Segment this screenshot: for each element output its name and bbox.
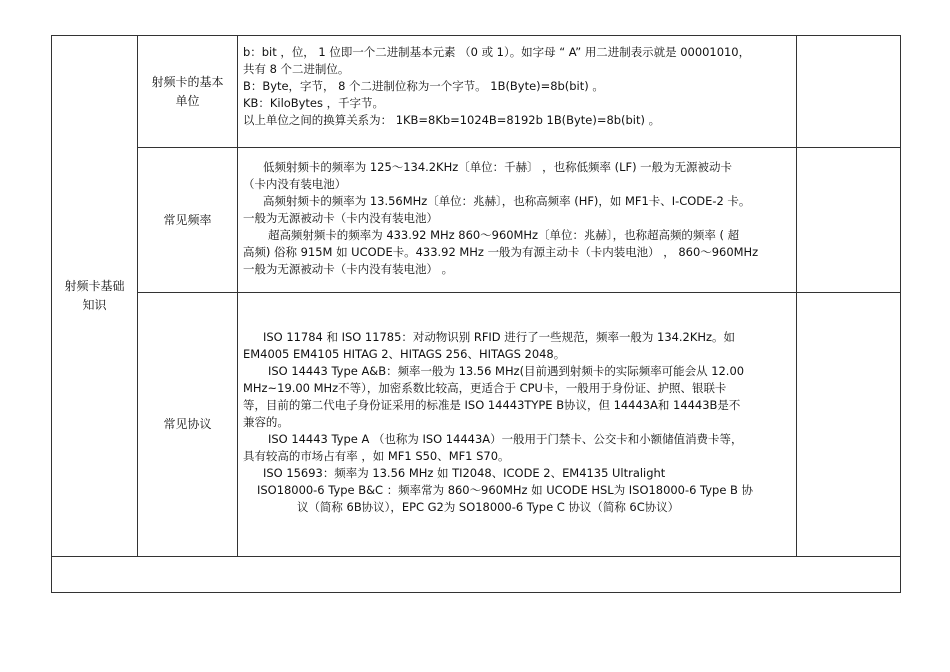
content-line: 超高频射频卡的频率为 433.92 MHz 860～960MHz〔单位：兆赫〕，也称超高频的频率 ( 超 — [268, 228, 740, 242]
content-line: KB：KiloBytes ，千字节。 — [243, 96, 384, 110]
column-divider-3 — [796, 36, 797, 556]
content-line: ISO 14443 Type A&B：频率一般为 13.56 MHz(目前遇到射频卡的实际频率可能会从 12.00 — [268, 364, 745, 378]
content-line: 低频射频卡的频率为 125～134.2KHz〔单位：千赫〕 ，也称低频率 (LF) 一般为无源被动卡 — [263, 160, 732, 174]
row-label-line: 常见频率 — [163, 212, 212, 227]
content-line: 一般为无源被动卡（卡内没有装电池） — [243, 211, 438, 225]
content-line: 等，目前的第二代电子身份证采用的标准是 ISO 14443TYPE B协议，但 14443A和 14443B是不 — [243, 398, 741, 412]
section-label-line: 知识 — [82, 298, 107, 312]
content-line: 共有 8 个二进制位。 — [243, 62, 350, 76]
content-line: 兼容的。 — [243, 415, 289, 429]
content-line: 以上单位之间的换算关系为： 1KB=8Kb=1024B=8192b 1B(Byte)=8b(bit) 。 — [243, 113, 661, 127]
row-label-cell — [138, 148, 237, 292]
content-line: 一般为无源被动卡（卡内没有装电池） 。 — [243, 262, 454, 276]
empty-footer-row — [52, 557, 901, 593]
content-line: （卡内没有装电池） — [243, 177, 347, 191]
row-content-cell — [238, 159, 796, 291]
row-label-line: 常见协议 — [163, 417, 212, 431]
content-line: B：Byte，字节， 8 个二进制位称为一个字节。 1B(Byte)=8b(bit) 。 — [243, 79, 604, 93]
section-label-cell — [52, 36, 137, 556]
knowledge-table — [51, 35, 901, 593]
row-label-line: 单位 — [175, 93, 200, 108]
row-divider-2 — [137, 292, 901, 293]
content-line: 高频) 俗称 915M 如 UCODE卡。433.92 MHz 一般为有源主动卡（卡内装电池） ， 860～960MHz — [243, 245, 759, 259]
content-line: b：bit ，位， 1 位即一个二进制基本元素 （0 或 1）。如字母 “ A” 用二进制表示就是 00001010， — [243, 45, 751, 59]
content-line: ISO 11784 和 ISO 11785：对动物识别 RFID 进行了一些规范，频率一般为 134.2KHz。如 — [263, 330, 735, 344]
content-line: ISO18000-6 Type B&C ：频率常为 860～960MHz 如 UCODE HSL为 ISO18000-6 Type B 协 — [257, 483, 754, 497]
row-label-cell — [138, 36, 237, 147]
content-line: MHz~19.00 MHz不等），加密系数比较高，更适合于 CPU卡，一般用于身份证、护照、银联卡 — [243, 381, 727, 395]
content-line: 议（简称 6B协议），EPC G2为 SO18000-6 Type C 协议（简称 6C协议） — [297, 500, 680, 514]
content-line: EM4005 EM4105 HITAG 2、HITAGS 256、HITAGS 2048。 — [243, 347, 566, 361]
content-line: ISO 15693：频率为 13.56 MHz 如 TI2048、ICODE 2、EM4135 Ultralight — [263, 466, 666, 480]
content-line: 具有较高的市场占有率 ，如 MF1 S50、MF1 S70。 — [243, 449, 510, 463]
content-line: 高频射频卡的频率为 13.56MHz〔单位：兆赫〕，也称高频率 (HF)，如 MF1卡、I-CODE-2 卡。 — [263, 194, 751, 208]
row-content-cell — [238, 329, 796, 549]
row-divider-1 — [137, 147, 901, 148]
row-content-cell — [238, 44, 796, 146]
row-label-cell — [138, 293, 237, 556]
content-line: ISO 14443 Type A （也称为 ISO 14443A）一般用于门禁卡、公交卡和小额储值消费卡等， — [268, 432, 743, 446]
section-label-line: 射频卡基础 — [64, 279, 125, 293]
row-label-line: 射频卡的基本 — [151, 74, 224, 89]
